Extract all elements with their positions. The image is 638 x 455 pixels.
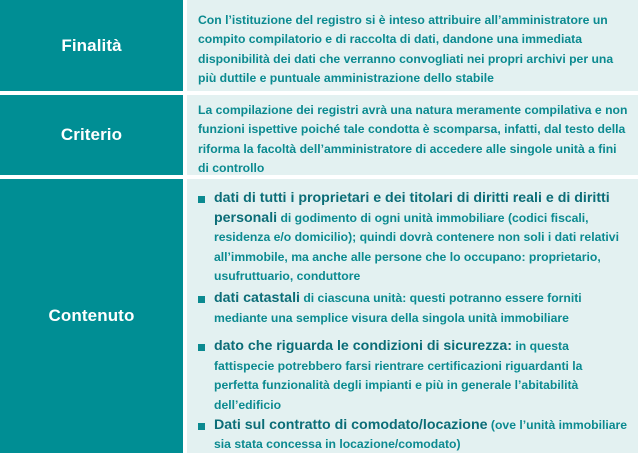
label-criterio: Criterio — [60, 125, 123, 144]
bullet-text: (ove l’unità immobiliare sia stata concessa in locazione/comodato) — [214, 417, 628, 452]
bullet-item-catastali — [198, 289, 628, 328]
bullet-item-proprietari — [198, 189, 628, 287]
row-contenuto — [0, 179, 638, 453]
label-finalita: Finalità — [61, 35, 122, 55]
bullet-lead: dato che riguarda le condizioni di sicurezza: — [214, 338, 512, 355]
text-finalita: Con l’istituzione del registro si è inteso attribuire all’amministratore un compito compilatorio e di raccolta di dati, dandone una immediata disponibilità dei dati che verranno convogliati nei propri archivi per una più duttile e puntuale amministrazione dello stabile — [198, 13, 614, 86]
row-criterio — [0, 95, 638, 175]
square-bullet-icon — [198, 296, 205, 303]
bullet-lead: Dati sul contratto di comodato/locazione — [214, 416, 488, 433]
content-cell-finalita — [187, 0, 638, 91]
label-cell-finalita — [0, 0, 183, 91]
row-finalita — [0, 0, 638, 91]
bullet-text: di ciascuna unità: questi potranno essere forniti mediante una semplice visura della singola unità immobiliare — [214, 290, 582, 325]
label-cell-contenuto — [0, 179, 183, 453]
content-cell-contenuto — [187, 179, 638, 453]
content-bullet-list — [198, 189, 628, 455]
bullet-lead: dati catastali — [214, 289, 300, 306]
label-cell-criterio — [0, 95, 183, 175]
bullet-text: in questa fattispecie potrebbero farsi rientrare certificazioni riguardanti la perfetta funzionalità degli impianti e più in generale l’abitabilità dell’edificio — [214, 339, 583, 412]
content-cell-criterio — [187, 95, 638, 175]
text-criterio: La compilazione dei registri avrà una natura meramente compilativa e non funzioni ispettive poiché tale condotta è scomparsa, infatti, dal testo della riforma la facoltà dell’amministratore di accedere alle singole unità a fini di controllo — [198, 103, 628, 176]
bullet-item-contratto — [198, 416, 628, 455]
square-bullet-icon — [198, 423, 205, 430]
square-bullet-icon — [198, 196, 205, 203]
bullet-item-sicurezza — [198, 337, 628, 415]
bullet-lead: dati di tutti i proprietari e dei titolari di diritti reali e di diritti personali — [214, 190, 610, 226]
square-bullet-icon — [198, 344, 205, 351]
label-contenuto: Contenuto — [48, 306, 135, 325]
bullet-text: di godimento di ogni unità immobiliare (codici fiscali, residenza e/o domicilio); quindi dovrà contenere non soli i dati relativi all’immobile, ma anche alle persone che lo occupano: proprietario, usufruttuario, conduttore — [214, 210, 619, 284]
